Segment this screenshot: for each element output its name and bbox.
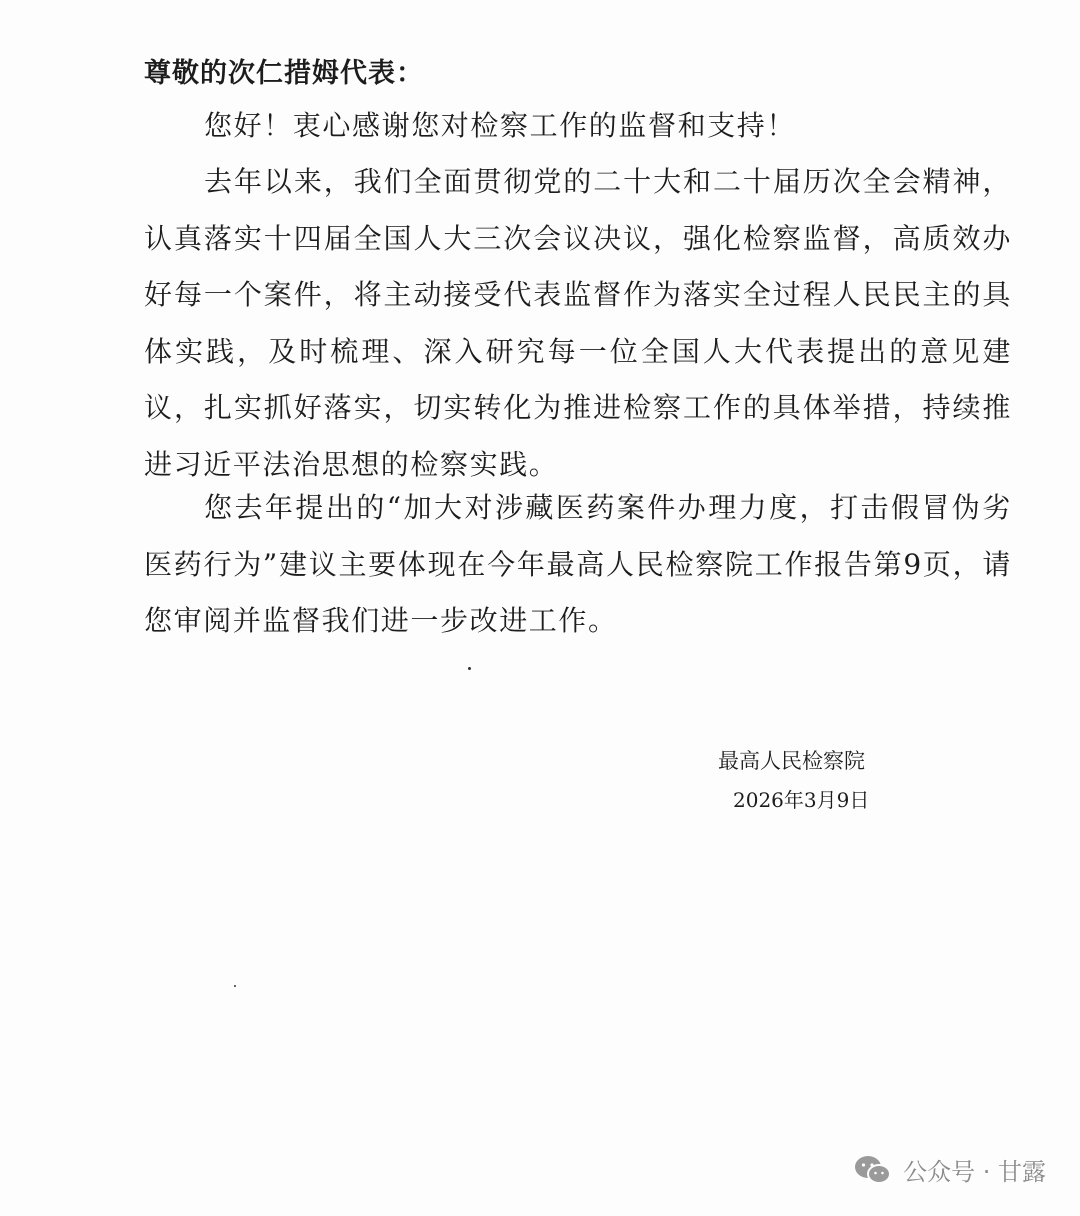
- scan-speck: [234, 985, 236, 987]
- scan-speck: [468, 667, 471, 670]
- watermark: [853, 1152, 1046, 1187]
- watermark-text: 公众号 · 甘露: [903, 1158, 1046, 1186]
- signature: 最高人民检察院: [718, 749, 865, 773]
- salutation: 尊敬的次仁措姆代表：: [144, 58, 424, 89]
- body-paragraph: 去年以来，我们全面贯彻党的二十大和二十届历次全会精神，认真落实十四届全国人大三次会议决议，强化检察监督，高质效办好每一个案件，将主动接受代表监督作为落实全过程人民民主的具体实践，及时梳理、深入研究每一位全国人大代表提出的意见建议，扎实抓好落实，切实转化为推进检察工作的具体举措，持续推进习近平法治思想的检察实践。: [144, 165, 1012, 481]
- wechat-icon: [853, 1154, 893, 1186]
- greeting-paragraph: 您好！衷心感谢您对检察工作的监督和支持！: [204, 109, 797, 142]
- suggestion-paragraph: 您去年提出的“加大对涉藏医药案件办理力度，打击假冒伪劣医药行为”建议主要体现在今年最高人民检察院工作报告第9页，请您审阅并监督我们进一步改进工作。: [144, 491, 1012, 637]
- letter-date: 2026年3月9日: [733, 788, 870, 812]
